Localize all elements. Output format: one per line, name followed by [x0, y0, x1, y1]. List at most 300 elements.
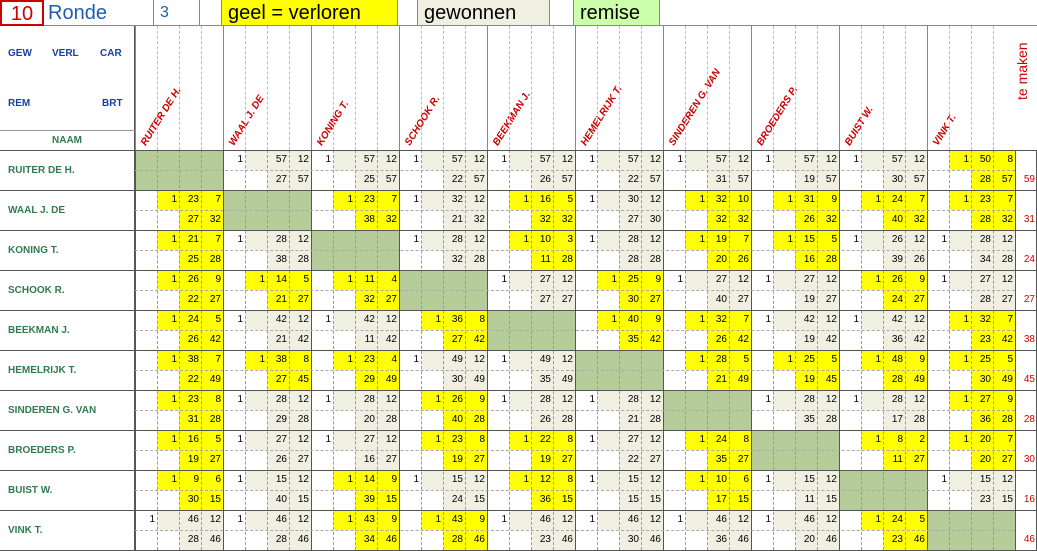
score-value	[597, 190, 619, 210]
header-dash	[553, 26, 554, 150]
score-value: 30	[187, 494, 199, 505]
score-value: 27	[275, 434, 287, 445]
score-value: 1	[677, 274, 683, 285]
score-value: 23	[539, 534, 551, 545]
score-value: 1	[435, 314, 441, 325]
score-value: 1	[853, 314, 859, 325]
score-value: 1	[171, 394, 177, 405]
score-value: 57	[451, 154, 463, 165]
score-value: 1	[787, 354, 793, 365]
score-value: 45	[297, 374, 309, 385]
score-value: 42	[649, 334, 661, 345]
score-value: 1	[523, 434, 529, 445]
score-value: 22	[539, 434, 551, 445]
score-value: 27	[473, 454, 485, 465]
score-value: 8	[479, 434, 485, 445]
score-value: 5	[919, 514, 925, 525]
score-value	[311, 270, 333, 290]
score-value	[399, 390, 421, 410]
score-value: 31	[187, 414, 199, 425]
score-value: 57	[275, 154, 287, 165]
score-value: 12	[913, 234, 925, 245]
score-value: 26	[803, 214, 815, 225]
score-value: 50	[979, 154, 991, 165]
score-value: 12	[825, 314, 837, 325]
score-value: 32	[715, 214, 727, 225]
score-value: 1	[435, 434, 441, 445]
te-maken-value: 46	[1023, 534, 1035, 545]
score-value: 15	[385, 494, 397, 505]
score-value: 26	[275, 454, 287, 465]
score-value	[773, 510, 795, 530]
score-value: 48	[891, 354, 903, 365]
score-value: 49	[473, 374, 485, 385]
score-value: 49	[451, 354, 463, 365]
score-value: 1	[699, 194, 705, 205]
score-value: 1	[501, 274, 507, 285]
score-value: 28	[275, 234, 287, 245]
col-name: BEEKMAN J.	[491, 89, 534, 148]
score-value: 1	[765, 514, 771, 525]
score-value: 1	[171, 434, 177, 445]
score-value: 21	[275, 294, 287, 305]
header-dash	[289, 26, 290, 150]
score-value: 1	[171, 354, 177, 365]
score-value: 12	[473, 474, 485, 485]
score-value: 12	[1001, 474, 1013, 485]
score-value: 57	[649, 174, 661, 185]
score-value: 42	[473, 334, 485, 345]
score-value: 32	[913, 214, 925, 225]
score-value: 7	[1007, 314, 1013, 325]
score-value: 27	[539, 294, 551, 305]
score-value: 25	[803, 354, 815, 365]
header-line	[399, 26, 400, 150]
score-value	[663, 350, 685, 370]
score-value: 1	[501, 514, 507, 525]
score-value: 27	[209, 294, 221, 305]
score-value: 26	[539, 174, 551, 185]
score-value: 57	[627, 154, 639, 165]
score-value: 57	[1001, 174, 1013, 185]
score-value: 8	[567, 474, 573, 485]
score-value: 42	[385, 334, 397, 345]
header-line	[751, 26, 752, 150]
row-name: BEEKMAN J.	[0, 310, 135, 350]
score-value: 1	[611, 274, 617, 285]
score-value: 28	[803, 394, 815, 405]
header-dash	[993, 26, 994, 150]
score-value: 46	[803, 514, 815, 525]
score-value: 28	[649, 414, 661, 425]
score-value: 21	[715, 374, 727, 385]
score-value	[421, 230, 443, 250]
score-value	[333, 150, 355, 170]
score-value: 12	[913, 394, 925, 405]
row-name: VINK T.	[0, 510, 135, 550]
score-value: 1	[171, 274, 177, 285]
score-value: 8	[743, 434, 749, 445]
header-dash	[795, 26, 796, 150]
score-value: 9	[479, 394, 485, 405]
score-value	[861, 310, 883, 330]
score-value	[597, 430, 619, 450]
score-value	[927, 150, 949, 170]
score-value: 15	[451, 474, 463, 485]
score-value: 49	[737, 374, 749, 385]
score-value: 46	[539, 514, 551, 525]
score-value: 1	[501, 154, 507, 165]
score-value: 38	[275, 254, 287, 265]
score-value: 29	[275, 414, 287, 425]
header-dash	[443, 26, 444, 150]
score-value: 21	[187, 234, 199, 245]
score-value: 36	[539, 494, 551, 505]
row-name: KONING T.	[0, 230, 135, 270]
grid-line	[135, 210, 1015, 211]
score-value: 15	[825, 494, 837, 505]
score-value: 1	[237, 314, 243, 325]
score-value: 1	[259, 274, 265, 285]
score-value: 49	[1001, 374, 1013, 385]
label-brt: BRT	[102, 98, 123, 109]
score-value: 6	[743, 474, 749, 485]
score-value: 11	[804, 494, 815, 505]
score-value: 1	[259, 354, 265, 365]
score-value: 8	[567, 434, 573, 445]
score-value: 21	[275, 334, 287, 345]
score-value: 46	[913, 534, 925, 545]
score-value: 57	[715, 154, 727, 165]
header-dash	[817, 26, 818, 150]
score-value	[135, 310, 157, 330]
score-value: 5	[831, 354, 837, 365]
te-maken-value: 31	[1023, 214, 1035, 225]
score-value: 1	[963, 314, 969, 325]
header-line	[487, 26, 488, 150]
score-value: 5	[831, 234, 837, 245]
score-value: 28	[275, 394, 287, 405]
score-value: 14	[275, 274, 287, 285]
score-value: 27	[539, 274, 551, 285]
score-value	[135, 470, 157, 490]
score-value: 1	[963, 154, 969, 165]
score-value: 12	[473, 154, 485, 165]
grid-line	[0, 270, 1037, 271]
score-value: 28	[1001, 254, 1013, 265]
score-value: 46	[473, 534, 485, 545]
score-value: 17	[891, 414, 903, 425]
header-spacer-3	[550, 0, 574, 26]
score-value: 26	[913, 254, 925, 265]
score-value: 1	[765, 154, 771, 165]
score-value: 12	[649, 394, 661, 405]
grid-line	[135, 370, 1015, 371]
score-value: 1	[963, 194, 969, 205]
score-value: 1	[963, 434, 969, 445]
score-value: 42	[825, 334, 837, 345]
header-line	[223, 26, 224, 150]
score-value: 25	[363, 174, 375, 185]
score-value: 27	[275, 174, 287, 185]
score-value: 25	[979, 354, 991, 365]
score-value	[773, 310, 795, 330]
score-value: 1	[589, 514, 595, 525]
score-value: 1	[171, 314, 177, 325]
score-value	[509, 390, 531, 410]
score-value: 9	[655, 274, 661, 285]
score-value: 28	[979, 214, 991, 225]
score-value: 32	[979, 314, 991, 325]
score-value	[597, 230, 619, 250]
score-value: 27	[297, 454, 309, 465]
score-value	[135, 390, 157, 410]
score-value: 1	[347, 274, 353, 285]
score-value: 7	[743, 314, 749, 325]
score-value: 9	[215, 274, 221, 285]
score-value: 35	[803, 414, 815, 425]
score-value: 19	[451, 454, 463, 465]
score-value: 1	[677, 154, 683, 165]
score-value: 28	[891, 394, 903, 405]
score-value: 32	[737, 214, 749, 225]
score-value: 42	[913, 334, 925, 345]
score-value: 27	[209, 454, 221, 465]
score-value: 27	[297, 294, 309, 305]
score-value	[487, 230, 509, 250]
score-value	[773, 470, 795, 490]
score-value: 27	[187, 214, 199, 225]
score-value: 24	[715, 434, 727, 445]
score-value	[311, 190, 333, 210]
score-value: 15	[1001, 494, 1013, 505]
header-dash	[685, 26, 686, 150]
score-value: 27	[561, 294, 573, 305]
score-value: 23	[891, 534, 903, 545]
score-value: 27	[803, 274, 815, 285]
row-name: RUITER DE H.	[0, 150, 135, 190]
score-value: 28	[187, 534, 199, 545]
score-value	[751, 190, 773, 210]
header-dash	[905, 26, 906, 150]
score-value	[773, 150, 795, 170]
grid-line	[135, 490, 1015, 491]
score-value: 15	[737, 494, 749, 505]
score-value: 1	[237, 514, 243, 525]
score-value	[839, 430, 861, 450]
score-value: 21	[627, 414, 639, 425]
score-value: 12	[297, 394, 309, 405]
score-value: 8	[897, 434, 903, 445]
grid-line	[135, 410, 1015, 411]
score-value: 30	[891, 174, 903, 185]
score-value: 26	[737, 254, 749, 265]
score-value: 57	[363, 154, 375, 165]
score-value: 57	[891, 154, 903, 165]
score-value: 8	[303, 354, 309, 365]
header-dash	[861, 26, 862, 150]
score-value	[245, 390, 267, 410]
row-name: BUIST W.	[0, 470, 135, 510]
header-dash	[509, 26, 510, 150]
score-value	[663, 430, 685, 450]
score-value: 1	[523, 474, 529, 485]
score-value: 9	[391, 514, 397, 525]
score-value: 20	[715, 254, 727, 265]
score-value: 19	[715, 234, 727, 245]
score-value: 1	[413, 234, 419, 245]
score-value	[487, 430, 509, 450]
header-box	[0, 26, 135, 150]
score-value: 12	[561, 514, 573, 525]
grid-line	[0, 230, 1037, 231]
header-dash	[949, 26, 950, 150]
header-line	[839, 26, 840, 150]
score-value: 35	[627, 334, 639, 345]
col-name: WAAL J. DE	[227, 93, 267, 148]
te-maken-value: 45	[1023, 374, 1035, 385]
score-value: 16	[803, 254, 815, 265]
score-value: 39	[891, 254, 903, 265]
score-value: 1	[787, 194, 793, 205]
score-value: 1	[413, 154, 419, 165]
score-value: 46	[385, 534, 397, 545]
score-value: 1	[875, 434, 881, 445]
score-value: 24	[891, 194, 903, 205]
score-value	[135, 430, 157, 450]
score-value: 28	[825, 414, 837, 425]
score-value: 34	[979, 254, 991, 265]
score-value: 12	[825, 474, 837, 485]
score-value: 5	[215, 434, 221, 445]
score-value: 28	[297, 414, 309, 425]
score-value	[421, 190, 443, 210]
header-dash	[333, 26, 334, 150]
header-line	[575, 26, 576, 150]
score-value: 1	[875, 274, 881, 285]
score-value: 49	[561, 374, 573, 385]
score-value: 1	[853, 154, 859, 165]
score-value: 12	[649, 154, 661, 165]
score-value: 12	[649, 514, 661, 525]
score-value: 22	[187, 374, 199, 385]
score-value: 12	[1001, 234, 1013, 245]
score-value: 12	[297, 514, 309, 525]
score-value: 7	[919, 194, 925, 205]
score-value: 12	[561, 274, 573, 285]
score-value: 1	[237, 394, 243, 405]
score-value: 28	[979, 174, 991, 185]
grid-line	[0, 310, 1037, 311]
score-value: 1	[875, 194, 881, 205]
score-value: 16	[363, 454, 375, 465]
score-value	[927, 350, 949, 370]
score-value: 4	[391, 354, 397, 365]
score-value: 46	[715, 514, 727, 525]
header-dash	[597, 26, 598, 150]
score-value: 32	[385, 214, 397, 225]
score-value	[509, 150, 531, 170]
score-value: 46	[297, 534, 309, 545]
header-dash	[971, 26, 972, 150]
score-value: 1	[765, 394, 771, 405]
grid-line	[135, 250, 1015, 251]
score-value: 5	[743, 354, 749, 365]
label-rem: REM	[8, 98, 31, 109]
score-value: 46	[187, 514, 199, 525]
col-name: HEMELRIJK T.	[579, 83, 625, 148]
score-value: 24	[891, 294, 903, 305]
score-value: 28	[979, 294, 991, 305]
score-value: 26	[451, 394, 463, 405]
score-value: 30	[451, 374, 463, 385]
header-dash	[245, 26, 246, 150]
score-value: 12	[297, 154, 309, 165]
te-maken-value: 38	[1023, 334, 1035, 345]
label-verl: VERL	[52, 48, 79, 59]
score-value: 15	[561, 494, 573, 505]
score-value: 35	[715, 454, 727, 465]
row-name: SCHOOK R.	[0, 270, 135, 310]
score-value: 57	[561, 174, 573, 185]
score-value: 43	[451, 514, 463, 525]
te-maken-value: 30	[1023, 454, 1035, 465]
score-value: 31	[715, 174, 727, 185]
score-value: 11	[364, 334, 375, 345]
score-value: 28	[209, 414, 221, 425]
score-value: 12	[385, 314, 397, 325]
score-value: 27	[385, 454, 397, 465]
score-value	[421, 350, 443, 370]
te-maken-header: te maken	[1014, 42, 1030, 100]
score-value: 8	[1007, 154, 1013, 165]
score-value	[223, 350, 245, 370]
score-value: 1	[699, 434, 705, 445]
score-value: 16	[539, 194, 551, 205]
score-value: 38	[275, 354, 287, 365]
score-value: 12	[561, 354, 573, 365]
score-value: 27	[979, 394, 991, 405]
score-value: 42	[737, 334, 749, 345]
score-value: 9	[919, 274, 925, 285]
score-value: 27	[979, 274, 991, 285]
score-value: 5	[215, 314, 221, 325]
score-value: 57	[825, 174, 837, 185]
score-value	[685, 150, 707, 170]
score-value: 32	[363, 294, 375, 305]
col-name: RUITER DE H.	[139, 85, 184, 148]
score-value: 31	[803, 194, 815, 205]
score-value: 36	[715, 534, 727, 545]
score-value: 1	[523, 234, 529, 245]
score-value: 1	[941, 234, 947, 245]
score-value	[839, 270, 861, 290]
score-value: 3	[567, 234, 573, 245]
score-value: 27	[649, 294, 661, 305]
score-value: 23	[451, 434, 463, 445]
score-value	[685, 270, 707, 290]
score-value: 32	[715, 194, 727, 205]
score-value: 22	[451, 174, 463, 185]
score-value	[575, 310, 597, 330]
score-value: 9	[831, 194, 837, 205]
score-value: 1	[237, 434, 243, 445]
score-value: 11	[892, 454, 903, 465]
score-value: 7	[1007, 194, 1013, 205]
score-value	[135, 230, 157, 250]
score-value: 19	[539, 454, 551, 465]
score-value: 27	[913, 294, 925, 305]
